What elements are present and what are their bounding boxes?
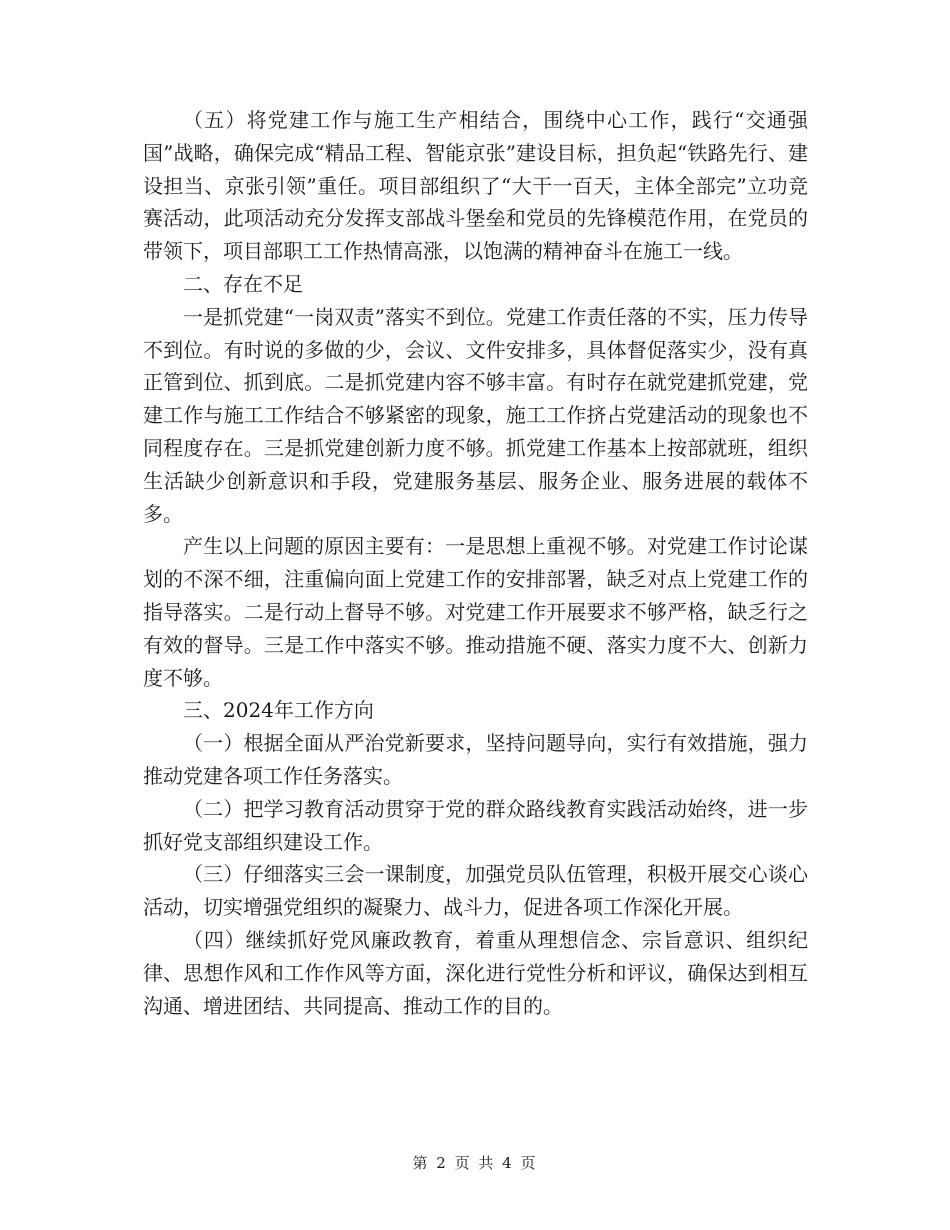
heading-work-direction: 三、2024年工作方向 xyxy=(183,698,374,723)
paragraph-direction-four: （四）继续抓好党风廉政教育，着重从理想信念、宗旨意识、组织纪律、思想作风和工作作风等方面，深化进行党性分析和评议，确保达到相互沟通、增进团结、共同提高、推动工作的目的。 xyxy=(143,927,808,1018)
heading-shortcomings: 二、存在不足 xyxy=(183,271,303,296)
paragraph-direction-one: （一）根据全面从严治党新要求，坚持问题导向，实行有效措施，强力推动党建各项工作任务落实。 xyxy=(143,731,808,788)
document-body xyxy=(143,104,808,1022)
paragraph-direction-two: （二）把学习教育活动贯穿于党的群众路线教育实践活动始终，进一步抓好党支部组织建设工作。 xyxy=(143,796,808,854)
page-number-footer: 第 2 页 共 4 页 xyxy=(412,1154,538,1172)
paragraph-shortcomings: 一是抓党建“一岗双责”落实不到位。党建工作责任落的不实，压力传导不到位。有时说的多做的少，会议、文件安排多，具体督促落实少，没有真正管到位、抓到底。二是抓党建内容不够丰富。有时存在就党建抓党建，党建工作与施工工作结合不够紧密的现象，施工工作挤占党建活动的现象也不同程度存在。三是抓党建创新力度不够。抓党建工作基本上按部就班，组织生活缺少创新意识和手段，党建服务基层、服务企业、服务进展的载体不多。 xyxy=(143,304,808,526)
paragraph-causes: 产生以上问题的原因主要有：一是思想上重视不够。对党建工作讨论谋划的不深不细，注重偏向面上党建工作的安排部署，缺乏对点上党建工作的指导落实。二是行动上督导不够。对党建工作开展要求不够严格，缺乏行之有效的督导。三是工作中落实不够。推动措施不硬、落实力度不大、创新力度不够。 xyxy=(143,534,808,690)
paragraph-direction-three: （三）仔细落实三会一课制度，加强党员队伍管理，积极开展交心谈心活动，切实增强党组织的凝聚力、战斗力，促进各项工作深化开展。 xyxy=(143,862,808,920)
paragraph-section-five: （五）将党建工作与施工生产相结合，围绕中心工作，践行“交通强国”战略，确保完成“精品工程、智能京张”建设目标，担负起“铁路先行、建设担当、京张引领”重任。项目部组织了“大干一百天，主体全部完”立功竞赛活动，此项活动充分发挥支部战斗堡垒和党员的先锋模范作用，在党员的带领下，项目部职工工作热情高涨，以饱满的精神奋斗在施工一线。 xyxy=(143,108,808,264)
